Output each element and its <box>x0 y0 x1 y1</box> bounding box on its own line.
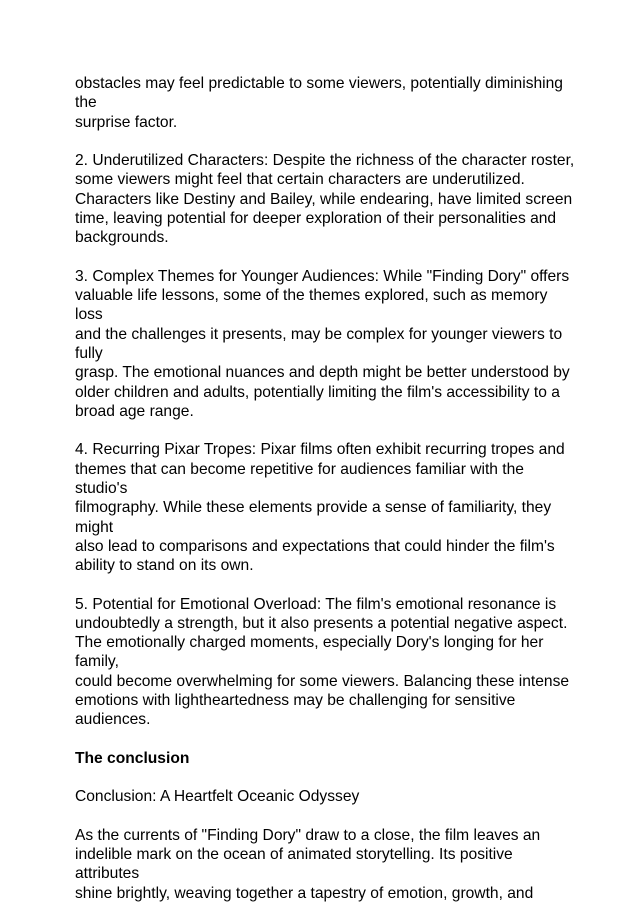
paragraph-point-5: 5. Potential for Emotional Overload: The film's emotional resonance is undoubtedly a strength, but it also presents a potential negative aspect. The emotionally charged moments, especially Dory's longing for her family, could become overwhelming for some viewers. Balancing these intense emotions with lightheartedness may be challenging for sensitive audiences. <box>75 595 570 729</box>
paragraph-point-3: 3. Complex Themes for Younger Audiences: While "Finding Dory" offers valuable life lessons, some of the themes explored, such as memory loss and the challenges it presents, may be complex for younger viewers to fully grasp. The emotional nuances and depth might be better understood by older children and adults, potentially limiting the film's accessibility to a broad age range. <box>75 267 570 420</box>
paragraph-point-2: 2. Underutilized Characters: Despite the richness of the character roster, some viewers might feel that certain characters are underutilized. Characters like Destiny and Bailey, while endearing, have limited screen time, leaving potential for deeper exploration of their personalities and backgrounds. <box>75 152 575 247</box>
paragraph-conclusion-body: As the currents of "Finding Dory" draw to a close, the film leaves an indelible mark on the ocean of animated storytelling. Its positive attributes shine brightly, weaving together a tapestry of emotion, growth, and <box>75 826 541 902</box>
paragraph-continued: obstacles may feel predictable to some viewers, potentially diminishing the surprise factor. <box>75 75 563 131</box>
conclusion-title: Conclusion: A Heartfelt Oceanic Odyssey <box>75 788 360 806</box>
document-page <box>75 74 575 922</box>
paragraph-point-4: 4. Recurring Pixar Tropes: Pixar films often exhibit recurring tropes and themes that can become repetitive for audiences familiar with the studio's filmography. While these elements provide a sense of familiarity, they might also lead to comparisons and expectations that could hinder the film's ability to stand on its own. <box>75 441 565 575</box>
section-heading-conclusion: The conclusion <box>75 749 190 767</box>
